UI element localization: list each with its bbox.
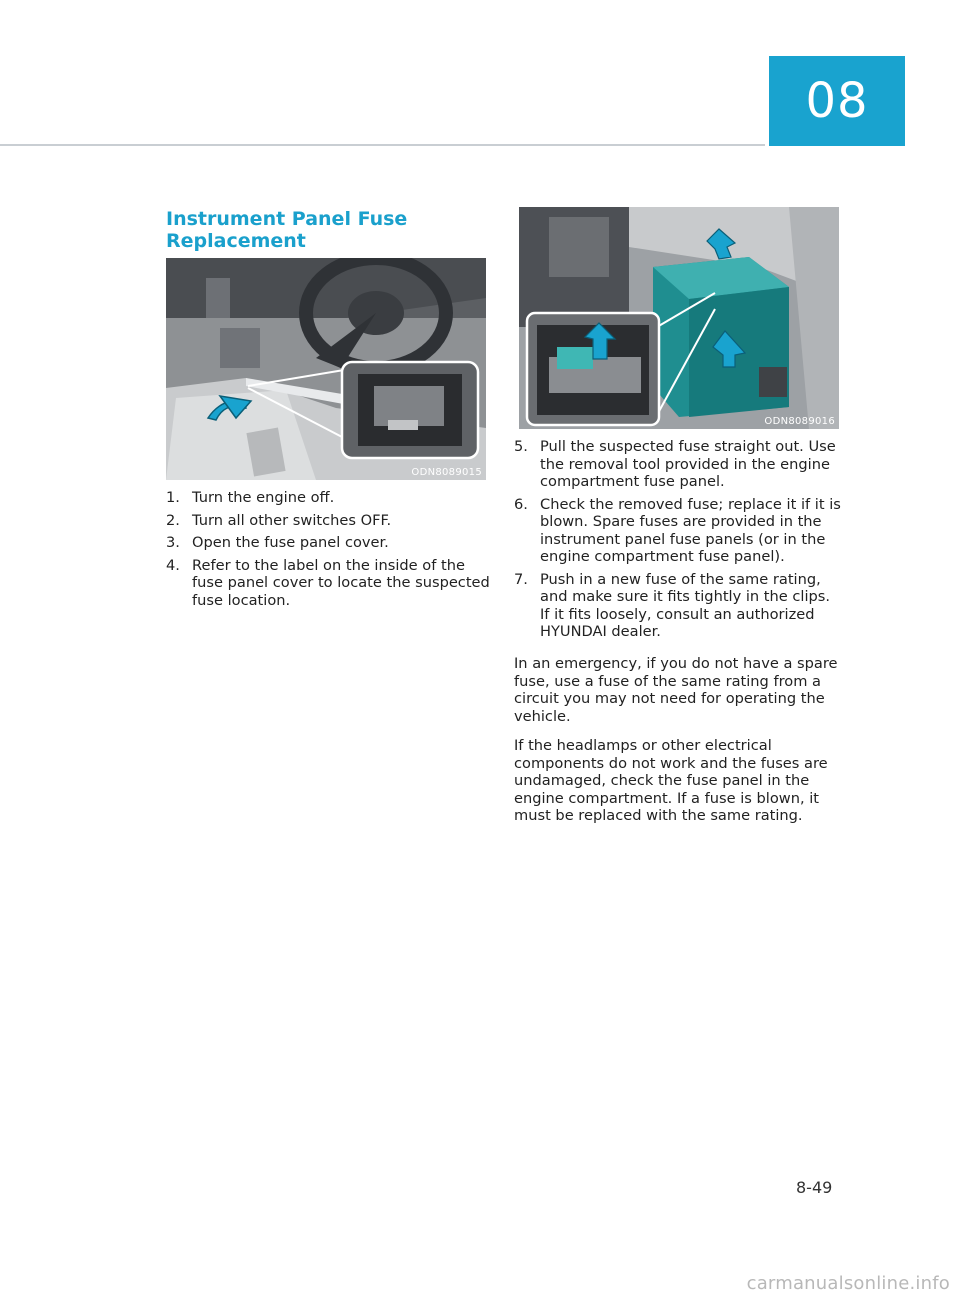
step-number: 2. xyxy=(166,511,180,529)
steps-right-list xyxy=(514,438,844,646)
engine-compartment-figure xyxy=(519,207,839,429)
section-title-line1: Instrument Panel Fuse xyxy=(166,208,408,230)
list-item xyxy=(166,489,496,507)
instrument-panel-figure xyxy=(166,258,486,480)
steps-left-list xyxy=(166,489,496,614)
list-item xyxy=(514,438,844,491)
step-text: Pull the suspected fuse straight out. Use the removal tool provided in the engine compartment fuse panel. xyxy=(540,438,836,490)
step-number: 4. xyxy=(166,556,180,574)
list-item xyxy=(514,571,844,641)
step-text: Turn all other switches OFF. xyxy=(192,511,392,529)
chapter-number: 08 xyxy=(805,73,869,129)
list-item xyxy=(514,496,844,566)
engine-compartment-illustration xyxy=(519,207,839,429)
figure-code-right: ODN8089016 xyxy=(764,416,835,427)
watermark[interactable]: carmanualsonline.info xyxy=(746,1273,950,1294)
section-title xyxy=(166,208,466,252)
figure-code-left: ODN8089015 xyxy=(411,467,482,478)
step-text: Turn the engine off. xyxy=(192,489,335,506)
page-number: 8-49 xyxy=(796,1178,833,1197)
step-number: 6. xyxy=(514,495,528,513)
list-item xyxy=(166,557,496,610)
step-number: 1. xyxy=(166,489,180,506)
step-text: Open the fuse panel cover. xyxy=(192,534,389,551)
step-number: 7. xyxy=(514,570,528,588)
step-number: 5. xyxy=(514,438,528,455)
step-text: Refer to the label on the inside of the fuse panel cover to locate the suspected fuse location. xyxy=(192,556,490,609)
instrument-panel-illustration xyxy=(166,258,486,480)
step-number: 3. xyxy=(166,534,180,551)
section-title-line2: Replacement xyxy=(166,230,306,252)
list-item xyxy=(166,512,496,530)
headlamps-paragraph: If the headlamps or other electrical components do not work and the fuses are undamaged, check the fuse panel in the engine compartment. If a fuse is blown, it must be replaced with the same rating. xyxy=(514,737,828,824)
emergency-paragraph: In an emergency, if you do not have a spare fuse, use a fuse of the same rating from a circuit you may not need for operating the vehicle. xyxy=(514,655,838,725)
header-rule xyxy=(0,144,765,146)
chapter-tab xyxy=(769,56,905,146)
list-item xyxy=(166,534,496,552)
step-text: Push in a new fuse of the same rating, and make sure it fits tightly in the clips. If it fits loosely, consult an authorized HYUNDAI dealer. xyxy=(540,570,831,640)
step-text: Check the removed fuse; replace it if it is blown. Spare fuses are provided in the instrument panel fuse panels (or in the engine compartment fuse panel). xyxy=(540,495,841,565)
